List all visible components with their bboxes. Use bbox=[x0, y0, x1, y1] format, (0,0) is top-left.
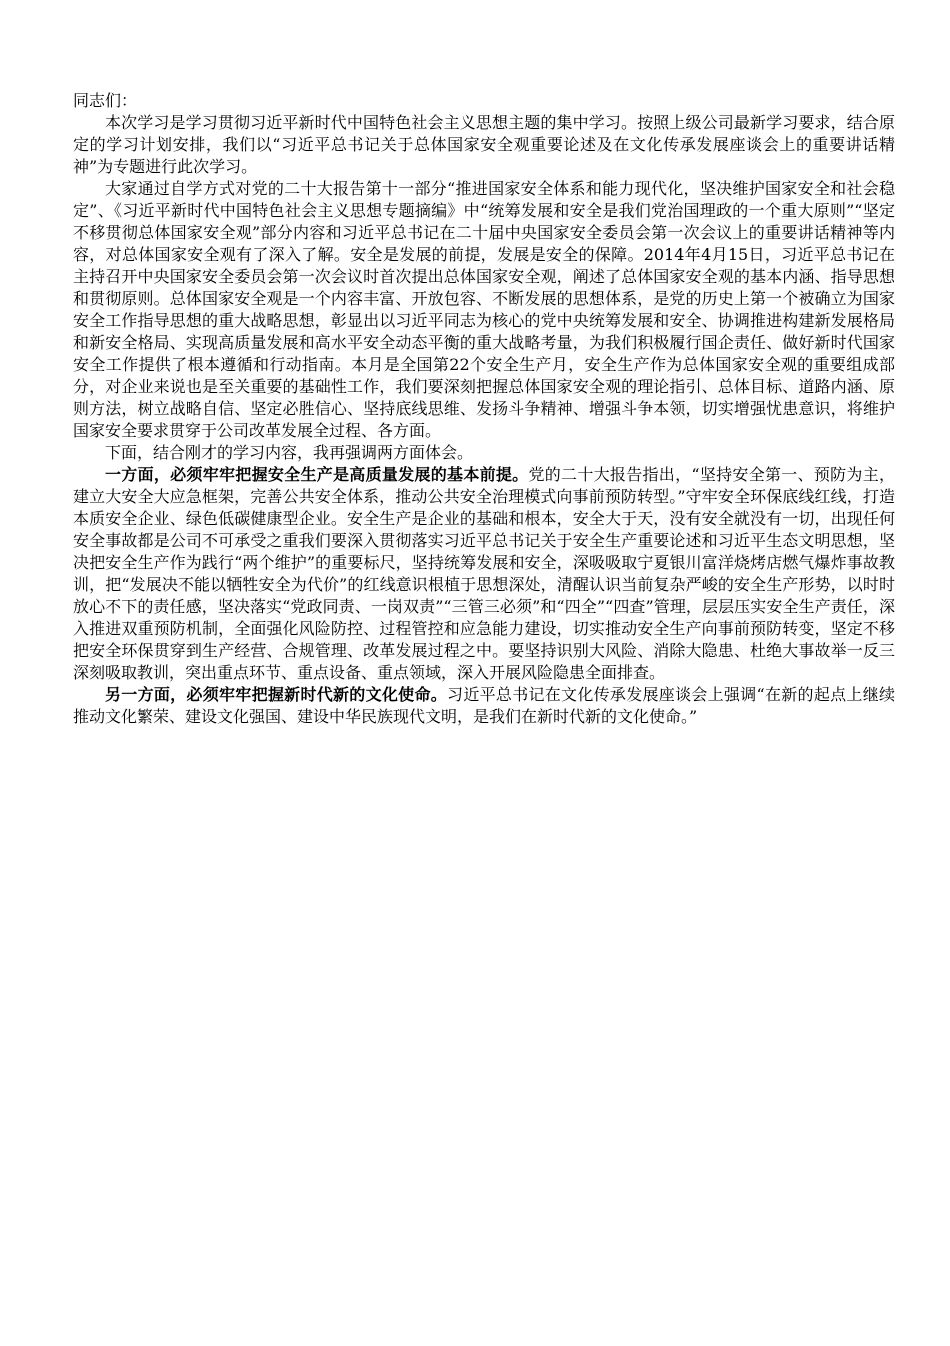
paragraph-text: 习近平总书记在文化传承发展座谈会上强调“在新的起点上继续推动文化繁荣、建设文化强国、建设中华民族现代文明，是我们在新时代新的文化使命。” bbox=[73, 685, 895, 726]
paragraph-text: 下面，结合刚才的学习内容，我再强调两方面体会。 bbox=[105, 443, 474, 462]
paragraph-lead-heading: 一方面，必须牢牢把握安全生产是高质量发展的基本前提。 bbox=[105, 465, 529, 484]
paragraph-self-study bbox=[73, 178, 895, 442]
paragraph-culture bbox=[73, 684, 895, 728]
paragraph-lead-heading: 另一方面，必须牢牢把握新时代新的文化使命。 bbox=[105, 685, 448, 704]
salutation: 同志们： bbox=[73, 91, 138, 110]
paragraph-text: 党的二十大报告指出，“坚持安全第一、预防为主，建立大安全大应急框架，完善公共安全体系，推动公共安全治理模式向事前预防转型。”守牢安全环保底线红线，打造本质安全企业、绿色低碳健康型企业。安全生产是企业的基础和根本，安全大于天，没有安全就没有一切，出现任何安全事故都是公司不可承受之重我们要深入贯彻落实习近平总书记关于安全生产重要论述和习近平生态文明思想，坚决把安全生产作为践行“两个维护”的重要标尺，坚持统筹发展和安全，深吸吸取宁夏银川富洋烧烤店燃气爆炸事故教训，把“发展决不能以牺牲安全为代价”的红线意识根植于思想深处，清醒认识当前复杂严峻的安全生产形势，以时时放心不下的责任感，坚决落实“党政同责、一岗双责”“三管三必须”和“四全”“四查”管理，层层压实安全生产责任，深入推进双重预防机制，全面强化风险防控、过程管控和应急能力建设，切实推动安全生产向事前预防转变，坚定不移把安全环保贯穿到生产经营、合规管理、改革发展过程之中。要坚持识别大风险、消除大隐患、杜绝大事故举一反三深刻吸取教训，突出重点环节、重点设备、重点领域，深入开展风险隐患全面排查。 bbox=[73, 465, 895, 682]
paragraph-transition bbox=[73, 442, 895, 464]
paragraph-text: 本次学习是学习贯彻习近平新时代中国特色社会主义思想主题的集中学习。按照上级公司最新学习要求，结合原定的学习计划安排，我们以“习近平总书记关于总体国家安全观重要论述及在文化传承发展座谈会上的重要讲话精神”为专题进行此次学习。 bbox=[73, 113, 895, 176]
document-body bbox=[73, 90, 895, 728]
paragraph-text: 大家通过自学方式对党的二十大报告第十一部分“推进国家安全体系和能力现代化，坚决维护国家安全和社会稳定”、《习近平新时代中国特色社会主义思想专题摘编》中“统筹发展和安全是我们党治国理政的一个重大原则”“坚定不移贯彻总体国家安全观”部分内容和习近平总书记在二十届中央国家安全委员会第一次会议上的重要讲话精神等内容，对总体国家安全观有了深入了解。安全是发展的前提，发展是安全的保障。2014年4月15日，习近平总书记在主持召开中央国家安全委员会第一次会议时首次提出总体国家安全观，阐述了总体国家安全观的基本内涵、指导思想和贯彻原则。总体国家安全观是一个内容丰富、开放包容、不断发展的思想体系，是党的历史上第一个被确立为国家安全工作指导思想的重大战略思想，彰显出以习近平同志为核心的党中央统筹发展和安全、协调推进构建新发展格局和新安全格局、实现高质量发展和高水平安全动态平衡的重大战略考量，为我们积极履行国企责任、做好新时代国家安全工作提供了根本遵循和行动指南。本月是全国第22个安全生产月，安全生产作为总体国家安全观的重要组成部分，对企业来说也是至关重要的基础性工作，我们要深刻把握总体国家安全观的理论指引、总体目标、道路内涵、原则方法，树立战略自信、坚定必胜信心、坚持底线思维、发扬斗争精神、增强斗争本领，切实增强忧患意识，将维护国家安全要求贯穿于公司改革发展全过程、各方面。 bbox=[73, 179, 895, 440]
paragraph-safety bbox=[73, 464, 895, 684]
paragraph-intro bbox=[73, 112, 895, 178]
